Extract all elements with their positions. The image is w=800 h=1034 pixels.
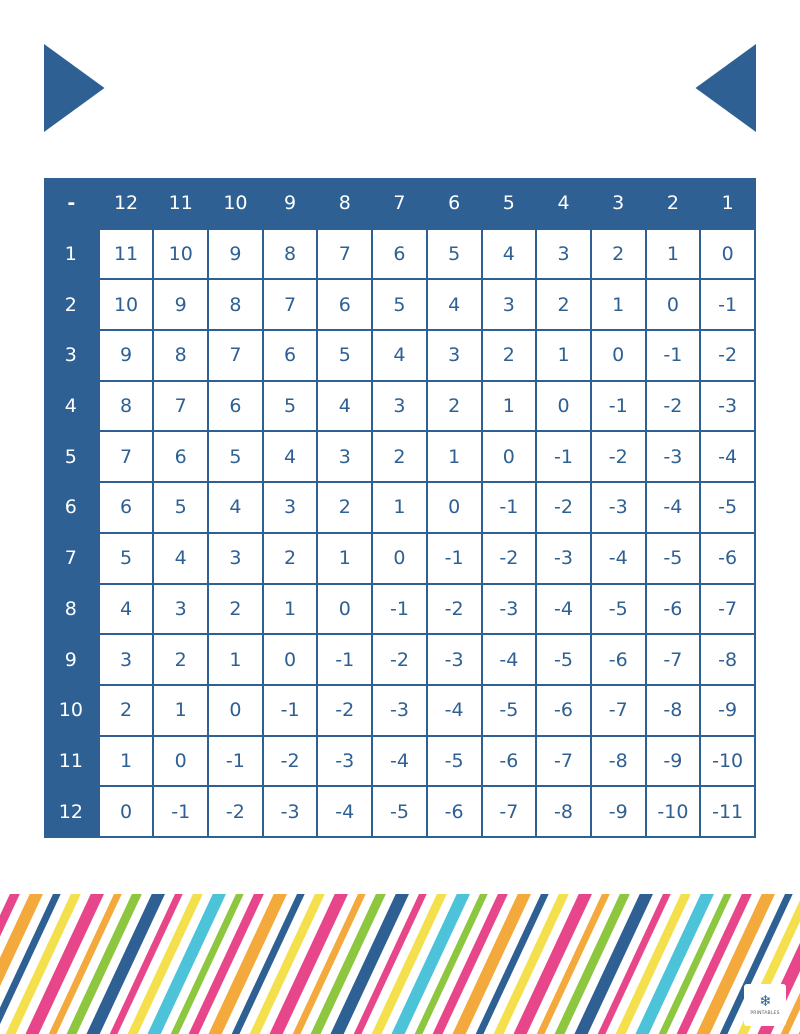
table-row <box>44 381 755 432</box>
value-cell: -2 <box>372 634 427 685</box>
value-cell: -3 <box>482 584 537 635</box>
value-cell: -1 <box>153 786 208 837</box>
column-header: 6 <box>427 178 482 229</box>
value-cell: 0 <box>536 381 591 432</box>
table-row <box>44 634 755 685</box>
value-cell: 6 <box>317 279 372 330</box>
column-header: 9 <box>263 178 318 229</box>
value-cell: -8 <box>646 685 701 736</box>
table-row <box>44 330 755 381</box>
value-cell: -2 <box>536 482 591 533</box>
row-header: 6 <box>44 482 99 533</box>
value-cell: 1 <box>427 431 482 482</box>
value-cell: 1 <box>536 330 591 381</box>
value-cell: 1 <box>317 533 372 584</box>
table-row <box>44 736 755 787</box>
value-cell: 0 <box>99 786 154 837</box>
value-cell: -1 <box>646 330 701 381</box>
value-cell: 4 <box>317 381 372 432</box>
value-cell: 1 <box>208 634 263 685</box>
value-cell: 8 <box>99 381 154 432</box>
value-cell: -2 <box>482 533 537 584</box>
table-body <box>44 229 755 837</box>
value-cell: 6 <box>372 229 427 280</box>
value-cell: 6 <box>99 482 154 533</box>
value-cell: 10 <box>153 229 208 280</box>
page-title: SUBTRACTION CHART <box>108 62 692 114</box>
column-header: 5 <box>482 178 537 229</box>
value-cell: 8 <box>263 229 318 280</box>
value-cell: 5 <box>153 482 208 533</box>
value-cell: -1 <box>591 381 646 432</box>
value-cell: -7 <box>591 685 646 736</box>
value-cell: 9 <box>208 229 263 280</box>
value-cell: 2 <box>427 381 482 432</box>
value-cell: -5 <box>536 634 591 685</box>
title-banner <box>44 44 756 132</box>
value-cell: -4 <box>427 685 482 736</box>
row-header: 10 <box>44 685 99 736</box>
value-cell: 0 <box>700 229 755 280</box>
value-cell: -4 <box>317 786 372 837</box>
value-cell: 5 <box>263 381 318 432</box>
value-cell: 5 <box>372 279 427 330</box>
value-cell: -4 <box>700 431 755 482</box>
value-cell: 3 <box>208 533 263 584</box>
value-cell: 0 <box>208 685 263 736</box>
table-row <box>44 431 755 482</box>
row-header: 2 <box>44 279 99 330</box>
value-cell: -1 <box>427 533 482 584</box>
value-cell: -8 <box>700 634 755 685</box>
value-cell: 8 <box>153 330 208 381</box>
row-header: 8 <box>44 584 99 635</box>
column-header: 7 <box>372 178 427 229</box>
value-cell: -5 <box>427 736 482 787</box>
value-cell: 3 <box>427 330 482 381</box>
value-cell: 8 <box>208 279 263 330</box>
value-cell: 7 <box>317 229 372 280</box>
value-cell: -3 <box>263 786 318 837</box>
value-cell: -5 <box>700 482 755 533</box>
table-row <box>44 229 755 280</box>
value-cell: 2 <box>99 685 154 736</box>
table-row <box>44 279 755 330</box>
value-cell: 10 <box>99 279 154 330</box>
value-cell: 0 <box>591 330 646 381</box>
value-cell: -8 <box>536 786 591 837</box>
value-cell: -3 <box>536 533 591 584</box>
value-cell: -9 <box>646 736 701 787</box>
value-cell: 5 <box>99 533 154 584</box>
value-cell: 0 <box>263 634 318 685</box>
value-cell: -3 <box>591 482 646 533</box>
value-cell: -2 <box>208 786 263 837</box>
value-cell: -1 <box>317 634 372 685</box>
value-cell: -7 <box>646 634 701 685</box>
value-cell: -6 <box>482 736 537 787</box>
value-cell: -6 <box>536 685 591 736</box>
value-cell: 0 <box>427 482 482 533</box>
value-cell: -2 <box>591 431 646 482</box>
value-cell: 4 <box>153 533 208 584</box>
value-cell: 4 <box>482 229 537 280</box>
row-header: 12 <box>44 786 99 837</box>
value-cell: 3 <box>317 431 372 482</box>
value-cell: -3 <box>700 381 755 432</box>
value-cell: 1 <box>263 584 318 635</box>
table-row <box>44 786 755 837</box>
value-cell: -3 <box>372 685 427 736</box>
value-cell: 2 <box>317 482 372 533</box>
value-cell: -5 <box>646 533 701 584</box>
value-cell: -1 <box>372 584 427 635</box>
value-cell: -1 <box>263 685 318 736</box>
value-cell: -6 <box>646 584 701 635</box>
row-header: 11 <box>44 736 99 787</box>
value-cell: -1 <box>700 279 755 330</box>
value-cell: 3 <box>536 229 591 280</box>
column-header: 11 <box>153 178 208 229</box>
row-header: 4 <box>44 381 99 432</box>
value-cell: -4 <box>536 584 591 635</box>
value-cell: 1 <box>482 381 537 432</box>
column-header: 8 <box>317 178 372 229</box>
value-cell: -4 <box>646 482 701 533</box>
value-cell: 2 <box>482 330 537 381</box>
value-cell: 7 <box>263 279 318 330</box>
column-header: 4 <box>536 178 591 229</box>
value-cell: -1 <box>482 482 537 533</box>
subtraction-chart <box>44 178 756 838</box>
value-cell: 4 <box>427 279 482 330</box>
value-cell: -3 <box>646 431 701 482</box>
row-header: 5 <box>44 431 99 482</box>
row-header: 1 <box>44 229 99 280</box>
value-cell: -1 <box>536 431 591 482</box>
value-cell: -4 <box>591 533 646 584</box>
value-cell: 6 <box>208 381 263 432</box>
value-cell: 5 <box>317 330 372 381</box>
value-cell: -2 <box>263 736 318 787</box>
table-row <box>44 584 755 635</box>
value-cell: -8 <box>591 736 646 787</box>
value-cell: 6 <box>153 431 208 482</box>
value-cell: -7 <box>482 786 537 837</box>
value-cell: 9 <box>99 330 154 381</box>
value-cell: 1 <box>646 229 701 280</box>
value-cell: 4 <box>263 431 318 482</box>
value-cell: -5 <box>591 584 646 635</box>
value-cell: -2 <box>646 381 701 432</box>
value-cell: -2 <box>317 685 372 736</box>
value-cell: -3 <box>317 736 372 787</box>
value-cell: -7 <box>700 584 755 635</box>
table-row <box>44 533 755 584</box>
striped-footer <box>0 894 800 1034</box>
row-header: 7 <box>44 533 99 584</box>
column-header: 10 <box>208 178 263 229</box>
value-cell: 1 <box>99 736 154 787</box>
value-cell: 1 <box>372 482 427 533</box>
value-cell: 3 <box>99 634 154 685</box>
value-cell: 2 <box>372 431 427 482</box>
value-cell: 4 <box>372 330 427 381</box>
value-cell: 11 <box>99 229 154 280</box>
value-cell: 2 <box>153 634 208 685</box>
value-cell: 0 <box>153 736 208 787</box>
value-cell: 9 <box>153 279 208 330</box>
table-row <box>44 685 755 736</box>
value-cell: 3 <box>372 381 427 432</box>
value-cell: -6 <box>700 533 755 584</box>
value-cell: 4 <box>99 584 154 635</box>
value-cell: 2 <box>536 279 591 330</box>
value-cell: -4 <box>372 736 427 787</box>
value-cell: 3 <box>153 584 208 635</box>
value-cell: 0 <box>317 584 372 635</box>
value-cell: 7 <box>153 381 208 432</box>
value-cell: -6 <box>427 786 482 837</box>
column-header: 2 <box>646 178 701 229</box>
brand-logo <box>744 984 786 1026</box>
value-cell: 3 <box>482 279 537 330</box>
table-row <box>44 482 755 533</box>
value-cell: 6 <box>263 330 318 381</box>
column-header: 1 <box>700 178 755 229</box>
value-cell: -5 <box>482 685 537 736</box>
value-cell: -3 <box>427 634 482 685</box>
column-header: 3 <box>591 178 646 229</box>
value-cell: -2 <box>427 584 482 635</box>
value-cell: -11 <box>700 786 755 837</box>
value-cell: 2 <box>208 584 263 635</box>
value-cell: -9 <box>591 786 646 837</box>
value-cell: 1 <box>591 279 646 330</box>
logo-text: PRINTABLES <box>750 1011 780 1016</box>
value-cell: -10 <box>646 786 701 837</box>
value-cell: 7 <box>99 431 154 482</box>
value-cell: 0 <box>482 431 537 482</box>
value-cell: 3 <box>263 482 318 533</box>
value-cell: -6 <box>591 634 646 685</box>
value-cell: 2 <box>263 533 318 584</box>
value-cell: 4 <box>208 482 263 533</box>
value-cell: -4 <box>482 634 537 685</box>
table-head <box>44 178 755 229</box>
value-cell: -7 <box>536 736 591 787</box>
value-cell: 5 <box>427 229 482 280</box>
column-header: 12 <box>99 178 154 229</box>
corner-operator-cell: - <box>44 178 99 229</box>
value-cell: -9 <box>700 685 755 736</box>
value-cell: 0 <box>646 279 701 330</box>
header-row <box>44 178 755 229</box>
value-cell: 5 <box>208 431 263 482</box>
value-cell: 1 <box>153 685 208 736</box>
logo-mark-icon: ❄ <box>759 992 771 1010</box>
value-cell: -5 <box>372 786 427 837</box>
row-header: 3 <box>44 330 99 381</box>
value-cell: -2 <box>700 330 755 381</box>
subtraction-table <box>44 178 756 838</box>
value-cell: 0 <box>372 533 427 584</box>
value-cell: -1 <box>208 736 263 787</box>
value-cell: 7 <box>208 330 263 381</box>
value-cell: -10 <box>700 736 755 787</box>
row-header: 9 <box>44 634 99 685</box>
value-cell: 2 <box>591 229 646 280</box>
